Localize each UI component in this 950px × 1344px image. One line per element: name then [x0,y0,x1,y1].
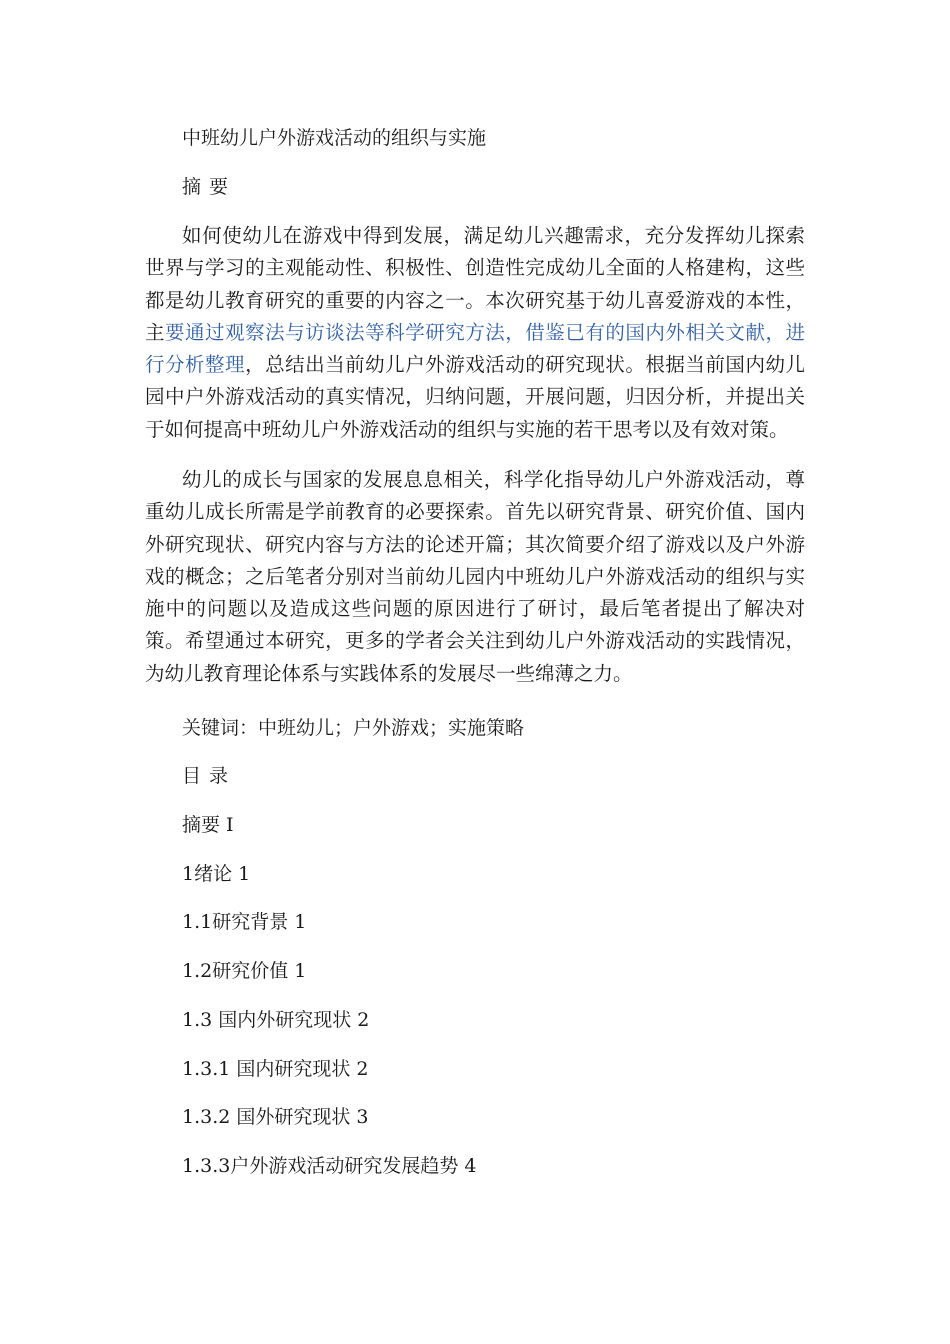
abstract-p1-text-start: 如何使幼儿在游戏中得到发展，满足幼儿兴趣需求，充分发挥幼儿探索世界与学习的主观能动性、积极性、创造性完成幼儿全面的人格建构，这些都是幼儿教育研究的重要的内容之一。本次研究基于幼儿喜爱游戏的本性，主 [145,224,805,344]
toc-item-abstract: 摘要 I [182,814,234,836]
abstract-p1-highlighted-text: 要通过观察法与访谈法等科学研究方法，借鉴已有的国内外相关文献，进行分析整理 [145,320,805,377]
toc-item-domestic-status: 1.3.1 国内研究现状 2 [182,1058,369,1080]
toc-item-research-status: 1.3 国内外研究现状 2 [182,1009,370,1031]
toc-item-research-trend: 1.3.3户外游戏活动研究发展趋势 4 [182,1155,477,1177]
keywords: 关键词：中班幼儿；户外游戏；实施策略 [182,717,525,739]
abstract-heading: 摘 要 [182,176,230,198]
toc-item-research-background: 1.1研究背景 1 [182,911,307,933]
abstract-paragraph-2: 幼儿的成长与国家的发展息息相关，科学化指导幼儿户外游戏活动，尊重幼儿成长所需是学前教育的必要探索。首先以研究背景、研究价值、国内外研究现状、研究内容与方法的论述开篇；其次简要介绍了游戏以及户外游戏的概念；之后笔者分别对当前幼儿园内中班幼儿户外游戏活动的组织与实施中的问题以及造成这些问题的原因进行了研讨，最后笔者提出了解决对策。希望通过本研究，更多的学者会关注到幼儿户外游戏活动的实践情况，为幼儿教育理论体系与实践体系的发展尽一些绵薄之力。 [145,468,805,685]
toc-heading: 目 录 [182,765,230,787]
abstract-p1-text-end: ，总结出当前幼儿户外游戏活动的研究现状。根据当前国内幼儿园中户外游戏活动的真实情况，归纳问题，开展问题，归因分析，并提出关于如何提高中班幼儿户外游戏活动的组织与实施的若干思考以及有效对策。 [145,353,805,441]
abstract-paragraph-1 [145,220,805,446]
toc-item-foreign-status: 1.3.2 国外研究现状 3 [182,1106,369,1128]
document-title: 中班幼儿户外游戏活动的组织与实施 [182,127,487,149]
toc-item-introduction: 1绪论 1 [182,863,251,885]
toc-item-research-value: 1.2研究价值 1 [182,960,307,982]
